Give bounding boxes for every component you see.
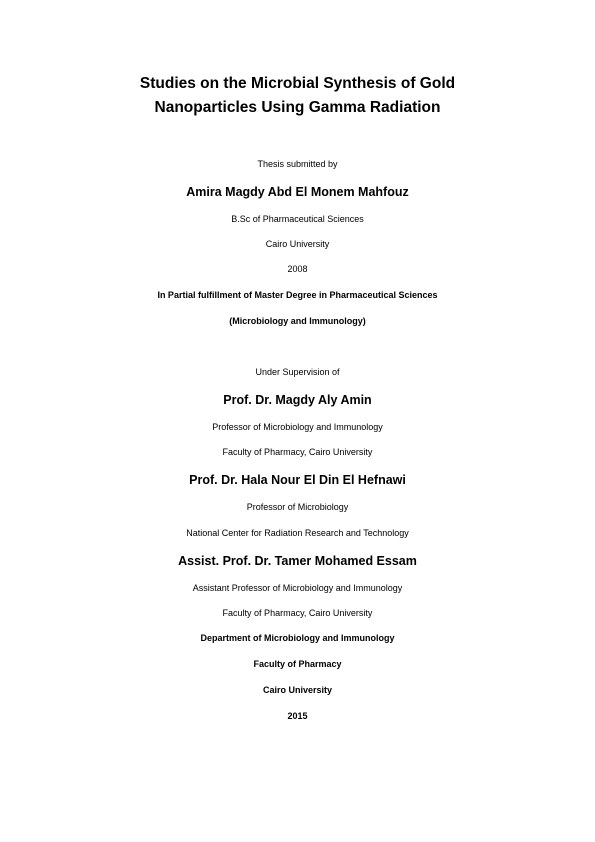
supervisor-2-name: Prof. Dr. Hala Nour El Din El Hefnawi bbox=[189, 473, 406, 487]
faculty: Faculty of Pharmacy bbox=[253, 659, 342, 669]
submitted-by-label: Thesis submitted by bbox=[257, 159, 338, 169]
supervision-label: Under Supervision of bbox=[255, 367, 340, 377]
submission-year: 2015 bbox=[287, 711, 308, 721]
supervisor-3-role: Assistant Professor of Microbiology and Immunology bbox=[192, 583, 403, 593]
thesis-title-line-2: Nanoparticles Using Gamma Radiation bbox=[154, 99, 441, 116]
author-year: 2008 bbox=[287, 264, 308, 274]
supervisor-1-affiliation: Faculty of Pharmacy, Cairo University bbox=[222, 447, 373, 457]
author-name: Amira Magdy Abd El Monem Mahfouz bbox=[186, 185, 409, 199]
thesis-title-line-1: Studies on the Microbial Synthesis of Gold bbox=[139, 75, 456, 92]
degree-purpose-line-1: In Partial fulfillment of Master Degree in Pharmaceutical Sciences bbox=[157, 290, 438, 300]
supervisor-2-affiliation: National Center for Radiation Research and Technology bbox=[186, 528, 409, 538]
supervisor-2-role: Professor of Microbiology bbox=[246, 502, 349, 512]
degree-purpose-line-2: (Microbiology and Immunology) bbox=[229, 316, 366, 326]
supervisor-3-name: Assist. Prof. Dr. Tamer Mohamed Essam bbox=[178, 554, 417, 568]
department: Department of Microbiology and Immunology bbox=[200, 633, 395, 643]
supervisor-3-affiliation: Faculty of Pharmacy, Cairo University bbox=[222, 608, 373, 618]
supervisor-1-role: Professor of Microbiology and Immunology bbox=[212, 422, 383, 432]
supervisor-1-name: Prof. Dr. Magdy Aly Amin bbox=[223, 393, 372, 407]
university: Cairo University bbox=[262, 685, 333, 695]
author-degree: B.Sc of Pharmaceutical Sciences bbox=[231, 214, 364, 224]
author-university: Cairo University bbox=[265, 239, 330, 249]
